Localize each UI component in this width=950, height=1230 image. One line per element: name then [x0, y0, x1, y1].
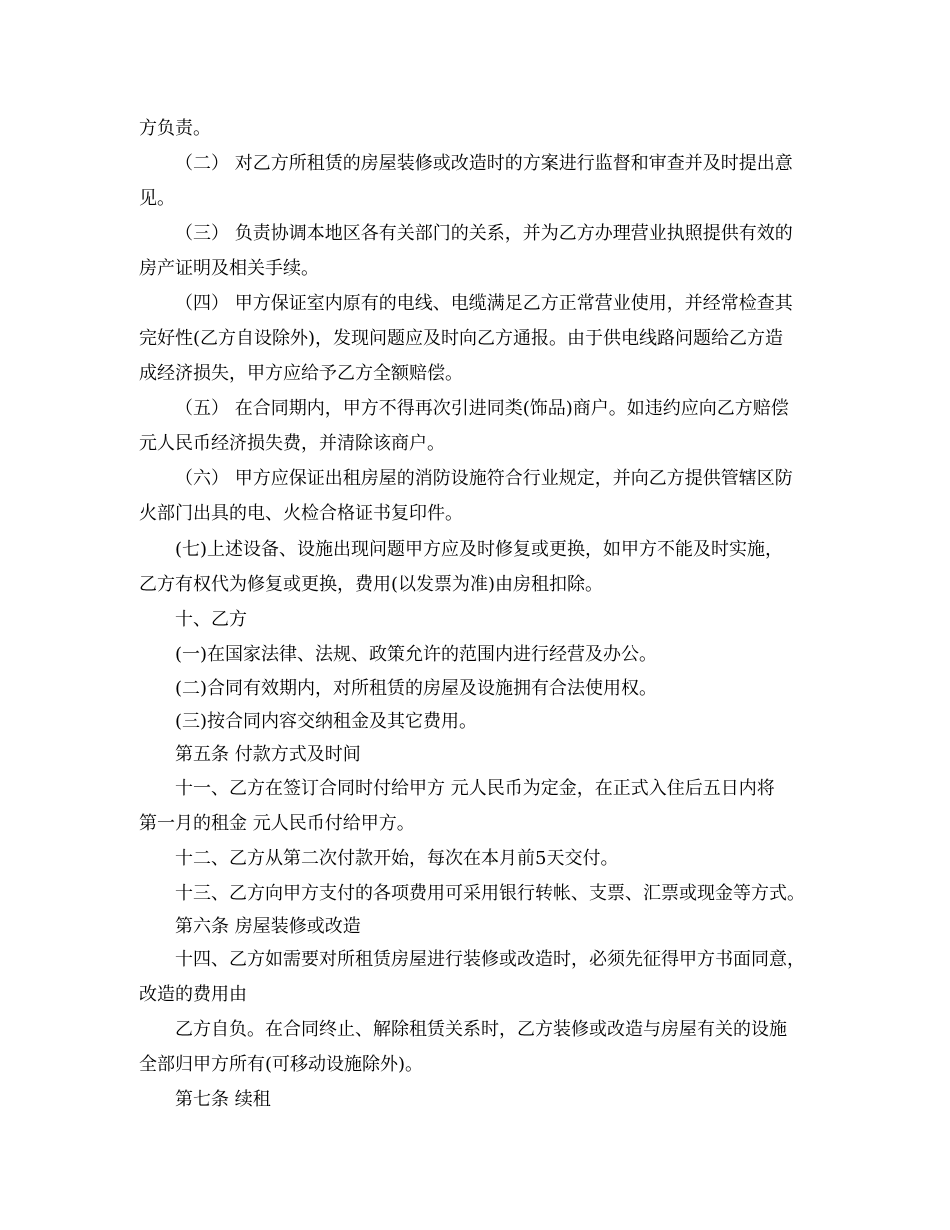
text-line: 十四、乙方如需要对所租赁房屋进行装修或改造时，必须先征得甲方书面同意，	[175, 949, 805, 970]
text-line: （二） 对乙方所租赁的房屋装修或改造时的方案进行监督和审查并及时提出意	[175, 153, 793, 174]
text-line: (七)上述设备、设施出现问题甲方应及时修复或更换，如甲方不能及时实施，	[175, 539, 784, 560]
article-heading: 第七条 续租	[175, 1089, 271, 1110]
text-line: 十一、乙方在签订合同时付给甲方 元人民币为定金，在正式入住后五日内将	[175, 778, 775, 799]
text-line: 十二、乙方从第二次付款开始，每次在本月前5天交付。	[175, 848, 619, 869]
text-line: (一)在国家法律、法规、政策允许的范围内进行经营及办公。	[175, 644, 658, 665]
text-line: 元人民币经济损失费，并清除该商户。	[139, 433, 445, 454]
text-line: 全部归甲方所有(可移动设施除外)。	[139, 1054, 424, 1075]
text-line: 十三、乙方向甲方支付的各项费用可采用银行转帐、支票、汇票或现金等方式。	[175, 883, 805, 904]
section-heading: 十、乙方	[175, 609, 247, 630]
text-line: 方负责。	[139, 118, 211, 139]
text-line: （六） 甲方应保证出租房屋的消防设施符合行业规定，并向乙方提供管辖区防	[175, 468, 793, 489]
text-line: (三)按合同内容交纳租金及其它费用。	[175, 711, 478, 732]
text-line: 成经济损失，甲方应给予乙方全额赔偿。	[139, 363, 463, 384]
text-line: (二)合同有效期内，对所租赁的房屋及设施拥有合法使用权。	[175, 678, 658, 699]
text-line: 乙方有权代为修复或更换，费用(以发票为准)由房租扣除。	[139, 574, 604, 595]
text-line: 完好性(乙方自设除外)，发现问题应及时向乙方通报。由于供电线路问题给乙方造	[139, 328, 784, 349]
text-line: 房产证明及相关手续。	[139, 258, 319, 279]
article-heading: 第五条 付款方式及时间	[175, 744, 361, 765]
text-line: （四） 甲方保证室内原有的电线、电缆满足乙方正常营业使用，并经常检查其	[175, 293, 793, 314]
text-line: 第一月的租金 元人民币付给甲方。	[139, 813, 415, 834]
article-heading: 第六条 房屋装修或改造	[175, 916, 361, 937]
text-line: （三） 负责协调本地区各有关部门的关系，并为乙方办理营业执照提供有效的	[175, 223, 793, 244]
text-line: 改造的费用由	[139, 984, 247, 1005]
text-line: 火部门出具的电、火检合格证书复印件。	[139, 503, 463, 524]
text-line: 乙方自负。在合同终止、解除租赁关系时，乙方装修或改造与房屋有关的设施	[175, 1019, 787, 1040]
text-line: 见。	[139, 188, 175, 209]
text-line: （五） 在合同期内，甲方不得再次引进同类(饰品)商户。如违约应向乙方赔偿	[175, 398, 789, 419]
